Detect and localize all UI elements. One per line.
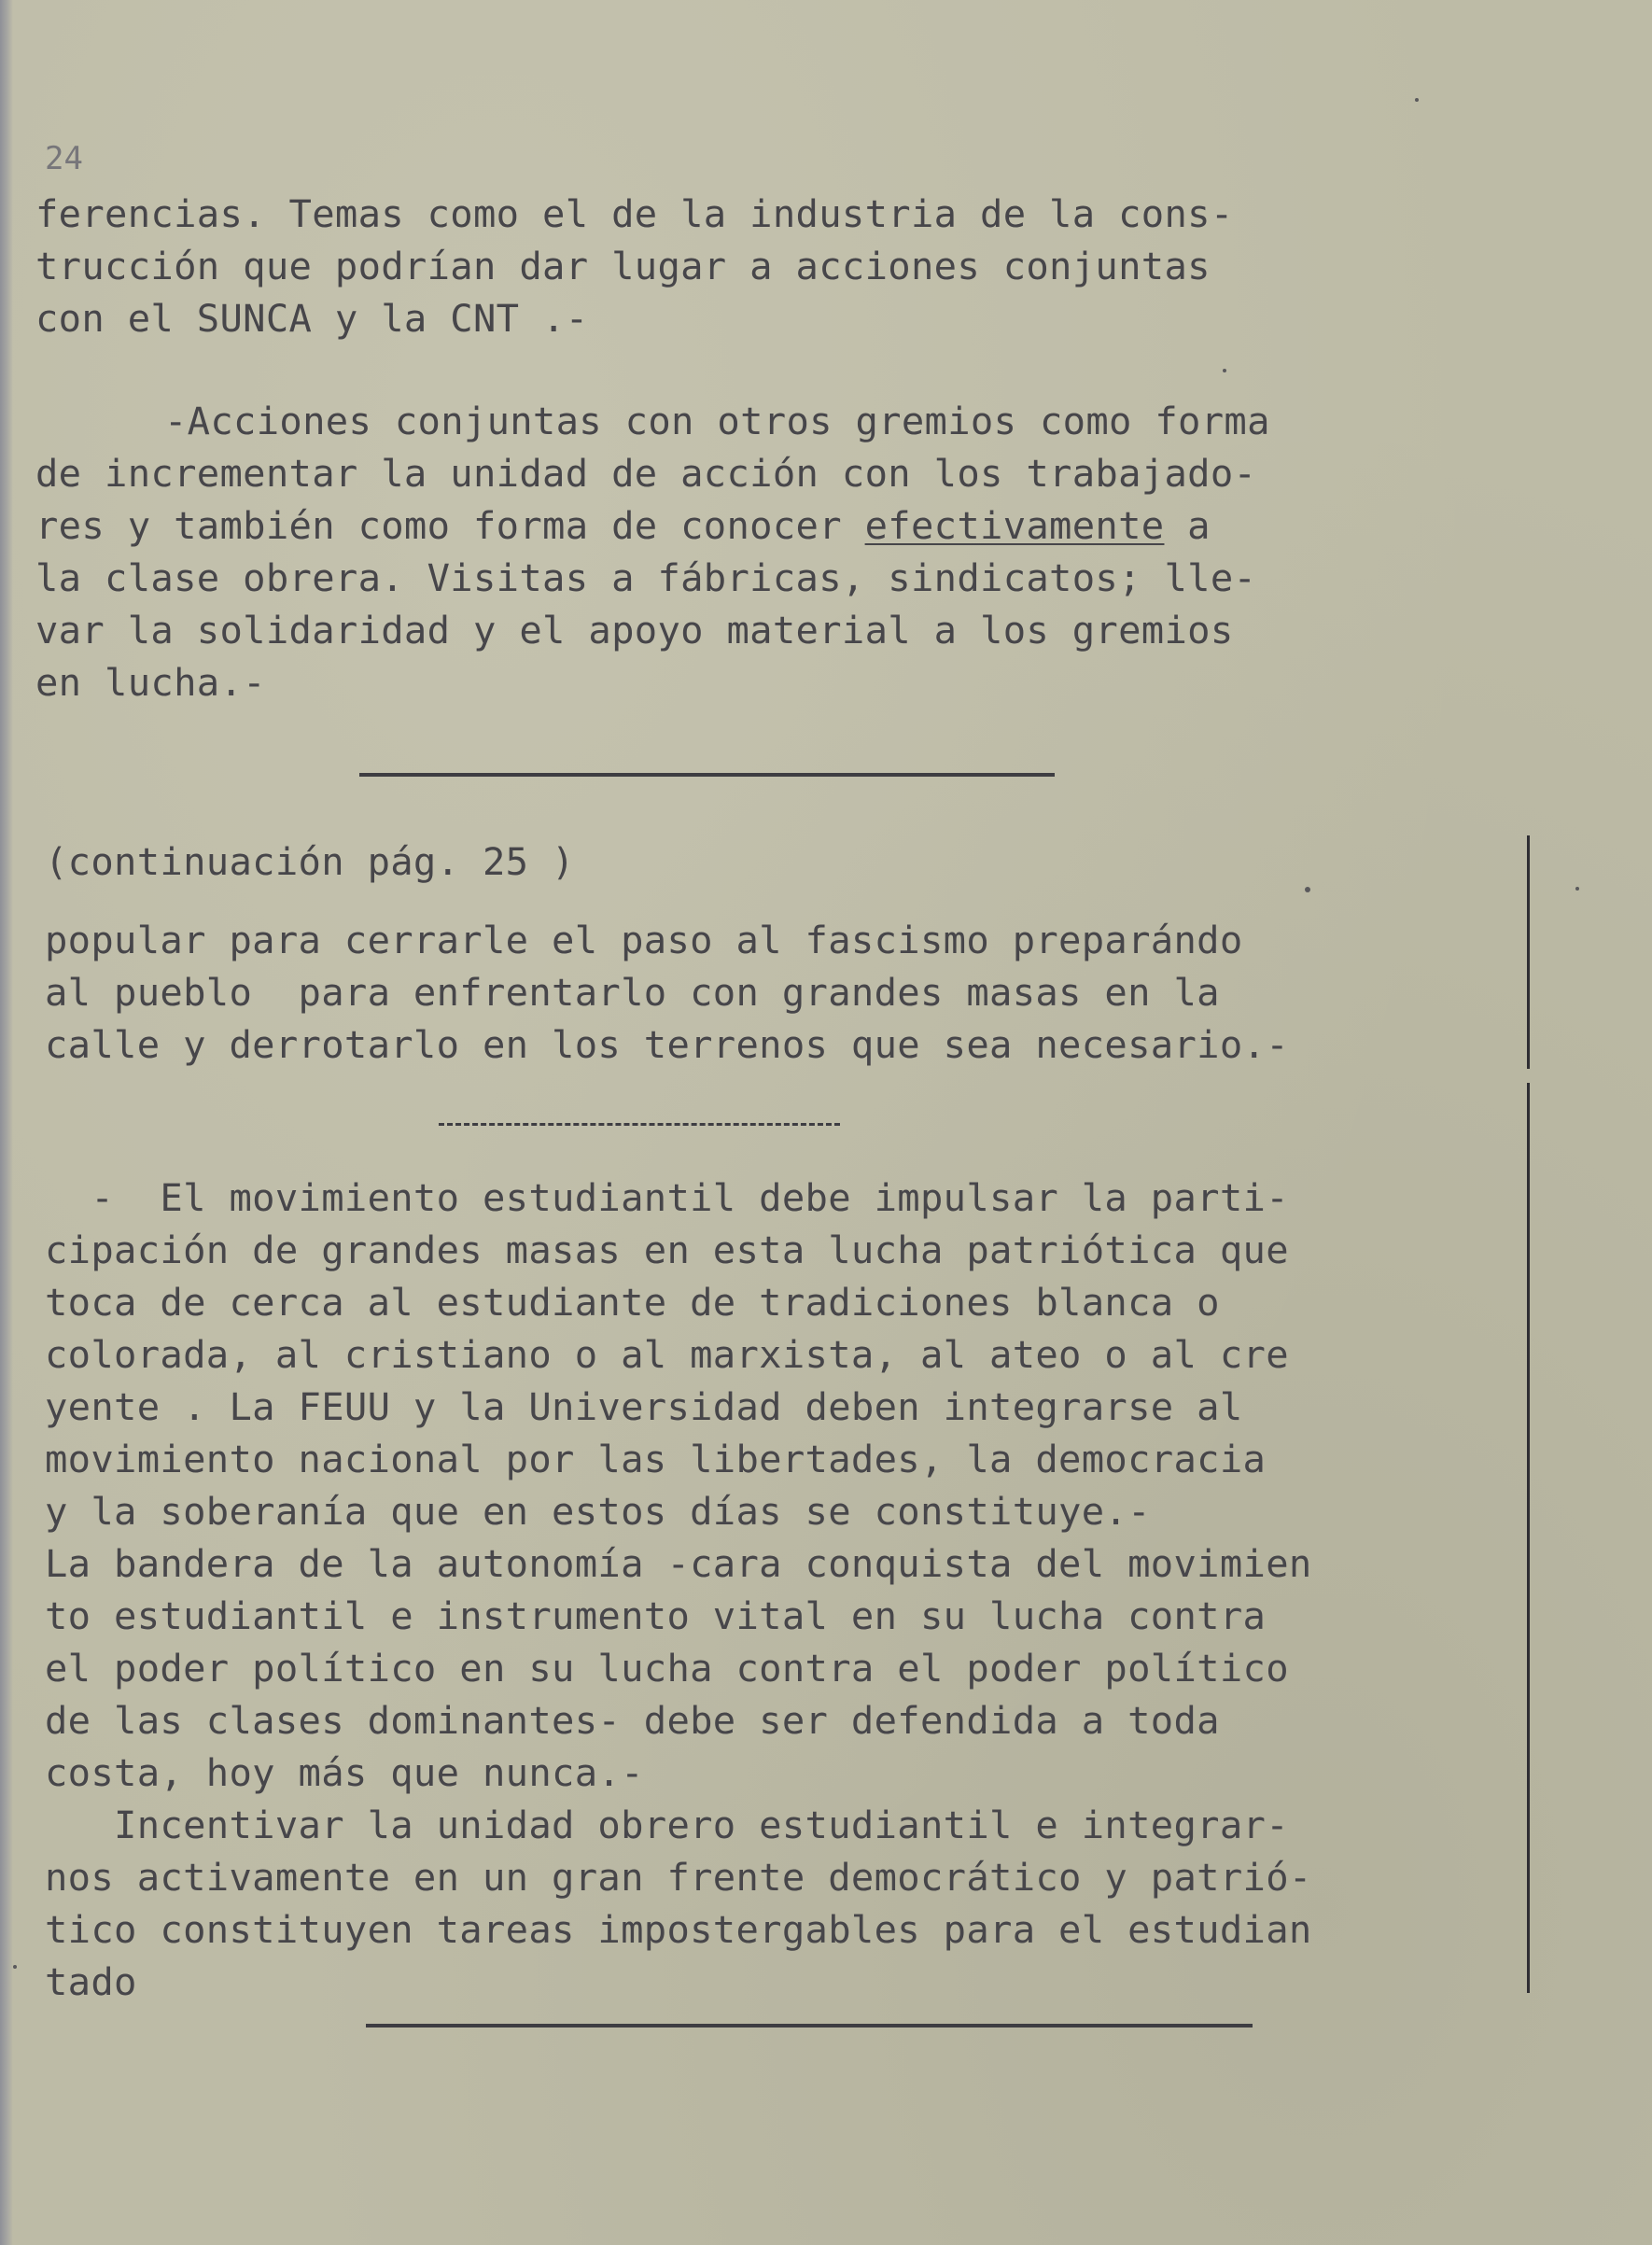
student-line-1: - El movimiento estudiantil debe impulsar la parti- [45,1175,1289,1220]
scan-speck [1575,887,1579,891]
joint-actions-line-3 [35,500,1211,553]
margin-bar-continuation [1527,835,1530,1069]
student-line-2: cipación de grandes masas en esta lucha patriótica que [45,1228,1289,1272]
page-number: 24 [45,140,83,177]
joint-actions-line-1: -Acciones conjuntas con otros gremios como forma [164,399,1270,443]
section-divider-1 [359,773,1055,777]
joint-actions-line-3-end: a [1164,503,1211,548]
student-line-6: movimiento nacional por las libertades, la democracia [45,1437,1267,1481]
student-line-4: colorada, al cristiano o al marxista, al ateo o al cre [45,1332,1289,1377]
student-line-3: toca de cerca al estudiante de tradiciones blanca o [45,1280,1220,1325]
joint-actions-line-2: de incrementar la unidad de acción con los trabajado- [35,451,1257,496]
scan-speck [1415,98,1419,102]
student-line-16: tado [45,1959,137,2004]
joint-actions-line-5: var la solidaridad y el apoyo material a los gremios [35,608,1234,652]
student-line-7: y la soberanía que en estos días se constituye.- [45,1489,1151,1534]
joint-actions-line-3-start: res y también como forma de conocer [35,503,865,548]
student-line-5: yente . La FEUU y la Universidad deben integrarse al [45,1384,1243,1429]
scan-edge-strip [0,0,13,2245]
section-divider-3 [366,2024,1253,2028]
joint-actions-line-6: en lucha.- [35,660,266,705]
student-line-15: tico constituyen tareas impostergables para el estudian [45,1907,1312,1952]
joint-actions-line-4: la clase obrera. Visitas a fábricas, sindicatos; lle- [35,555,1257,600]
student-line-11: de las clases dominantes- debe ser defendida a toda [45,1698,1220,1743]
student-line-9: to estudiantil e instrumento vital en su lucha contra [45,1593,1267,1638]
student-line-13: Incentivar la unidad obrero estudiantil e integrar- [45,1803,1289,1847]
scan-speck [1305,887,1310,892]
student-line-14: nos activamente en un gran frente democrático y patrió- [45,1855,1312,1900]
margin-bar-student-section [1527,1083,1530,1993]
top-line-1: ferencias. Temas como el de la industria de la cons- [35,191,1234,236]
top-line-3: con el SUNCA y la CNT .- [35,296,589,341]
underlined-word: efectivamente [864,503,1165,548]
student-line-12: costa, hoy más que nunca.- [45,1750,644,1795]
section-divider-2 [439,1123,840,1126]
student-line-8: La bandera de la autonomía -cara conquista del movimien [45,1541,1312,1586]
scan-speck [13,1965,17,1969]
continuation-line-2: al pueblo para enfrentarlo con grandes masas en la [45,970,1220,1015]
continuation-header: (continuación pág. 25 ) [45,839,575,884]
continuation-line-1: popular para cerrarle el paso al fascismo preparándo [45,918,1243,962]
top-line-2: trucción que podrían dar lugar a acciones conjuntas [35,244,1211,288]
scan-speck [1223,369,1226,372]
continuation-line-3: calle y derrotarlo en los terrenos que sea necesario.- [45,1022,1289,1067]
student-line-10: el poder político en su lucha contra el poder político [45,1646,1289,1691]
